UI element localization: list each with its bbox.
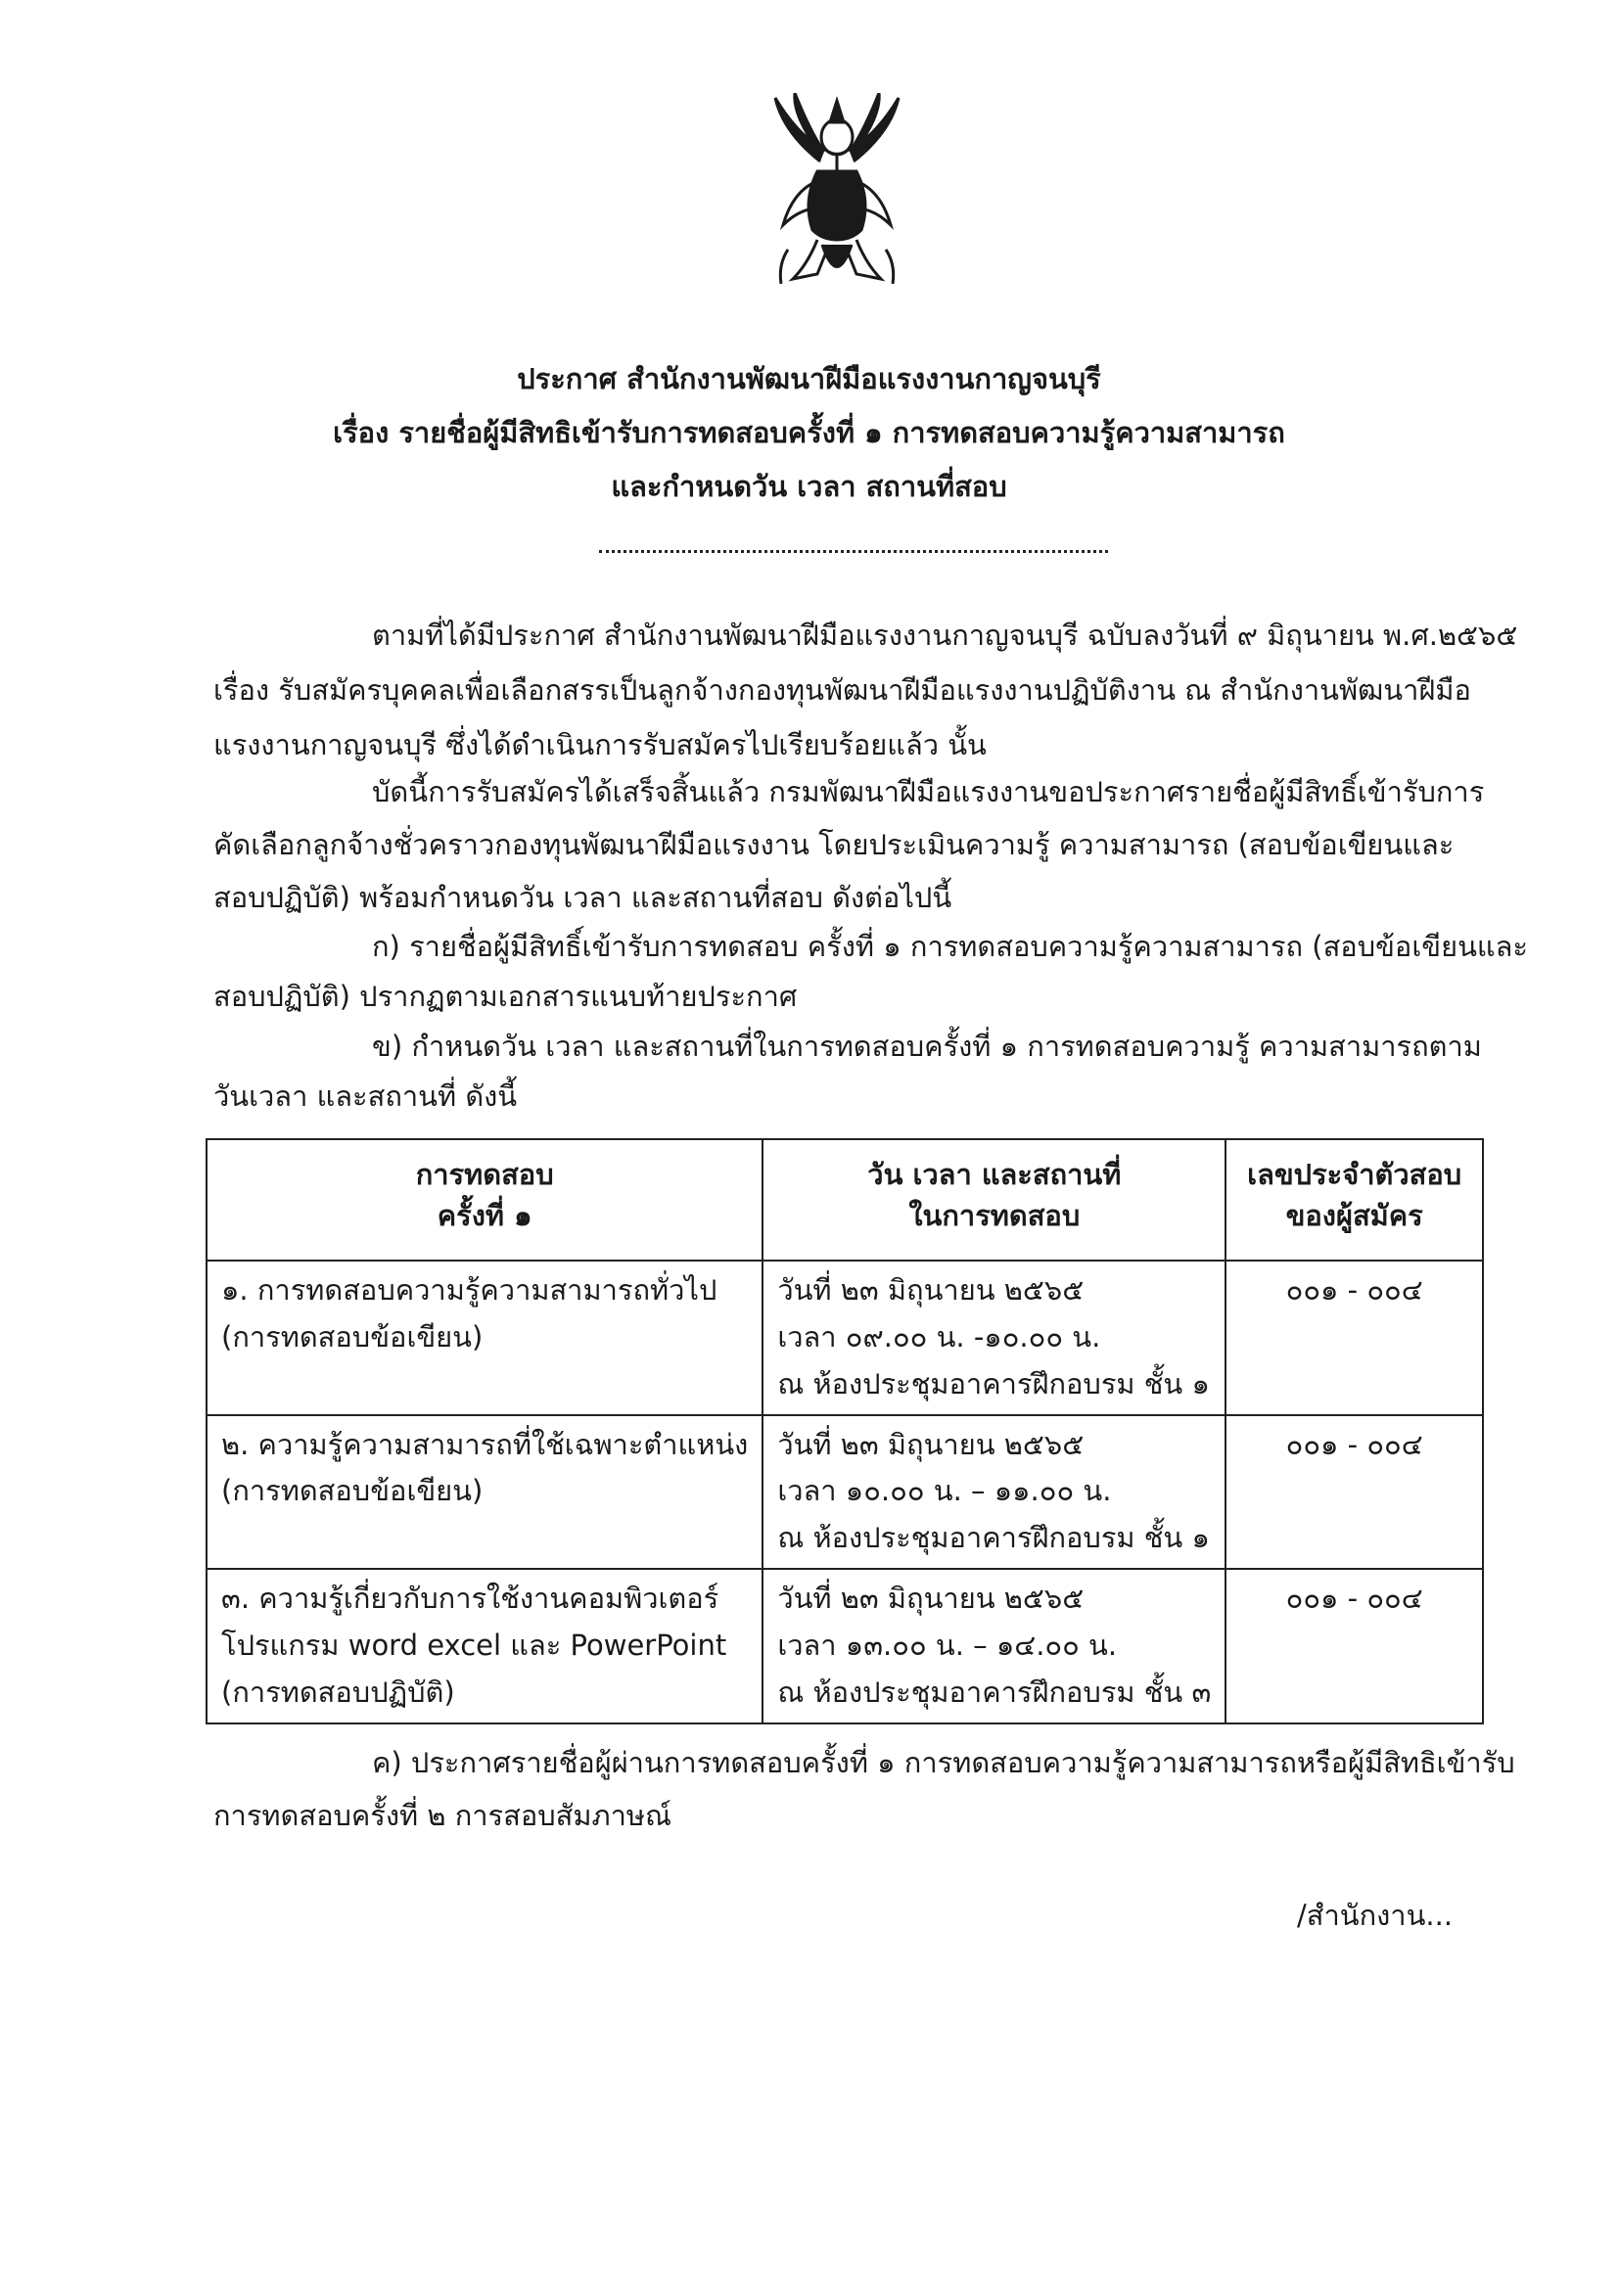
exam-type: (การทดสอบข้อเขียน) xyxy=(221,1474,484,1508)
exam-location: ณ ห้องประชุมอาคารฝึกอบรม ชั้น ๑ xyxy=(777,1366,1210,1401)
schedule-cell xyxy=(763,1261,1225,1415)
paragraph-kho-khwai-line-2: การทดสอบครั้งที่ ๒ การสอบสัมภาษณ์ xyxy=(213,1799,671,1832)
exam-time: เวลา ๑๓.๐๐ น. – ๑๔.๐๐ น. xyxy=(777,1628,1118,1662)
exam-cell xyxy=(207,1261,763,1415)
candidate-codes: ๐๐๑ - ๐๐๔ xyxy=(1225,1569,1483,1723)
exam-type: (การทดสอบปฏิบัติ) xyxy=(221,1675,455,1709)
table-row xyxy=(207,1415,1483,1570)
paragraph-kho-line-1: ข) กำหนดวัน เวลา และสถานที่ในการทดสอบครั้งที่ ๑ การทดสอบความรู้ ความสามารถตาม xyxy=(372,1030,1482,1063)
announcement-title: ประกาศ สำนักงานพัฒนาฝีมือแรงงานกาญจนบุรี xyxy=(517,362,1101,395)
header-codes-line-2: ของผู้สมัคร xyxy=(1285,1199,1423,1233)
paragraph-kho-line-2: วันเวลา และสถานที่ ดังนี้ xyxy=(213,1079,518,1113)
candidate-codes: ๐๐๑ - ๐๐๔ xyxy=(1225,1261,1483,1415)
announcement-subject: เรื่อง รายชื่อผู้มีสิทธิเข้ารับการทดสอบครั้งที่ ๑ การทดสอบความรู้ความสามารถ xyxy=(333,416,1285,449)
continued-marker: /สำนักงาน... xyxy=(1297,1899,1454,1932)
header-schedule xyxy=(763,1139,1225,1261)
header-exam-line-2: ครั้งที่ ๑ xyxy=(437,1199,532,1233)
header-codes-line-1: เลขประจำตัวสอบ xyxy=(1247,1158,1462,1191)
paragraph-2-line-3: สอบปฏิบัติ) พร้อมกำหนดวัน เวลา และสถานที่สอบ ดังต่อไปนี้ xyxy=(213,881,952,914)
paragraph-2-line-1: บัดนี้การรับสมัครได้เสร็จสิ้นแล้ว กรมพัฒนาฝีมือแรงงานขอประกาศรายชื่อผู้มีสิทธิ์เข้ารับการ xyxy=(372,775,1485,808)
header-codes xyxy=(1225,1139,1483,1261)
exam-date: วันที่ ๒๓ มิถุนายน ๒๕๖๕ xyxy=(777,1273,1085,1307)
header-exam-line-1: การทดสอบ xyxy=(415,1158,554,1191)
paragraph-ka-line-2: สอบปฏิบัติ) ปรากฏตามเอกสารแนบท้ายประกาศ xyxy=(213,980,798,1013)
announcement-subject-cont: และกำหนดวัน เวลา สถานที่สอบ xyxy=(611,470,1007,503)
paragraph-1-line-2: เรื่อง รับสมัครบุคคลเพื่อเลือกสรรเป็นลูกจ้างกองทุนพัฒนาฝีมือแรงงานปฏิบัติงาน ณ สำนักงานพัฒนาฝีมือ xyxy=(213,673,1471,707)
paragraph-ka-line-1: ก) รายชื่อผู้มีสิทธิ์เข้ารับการทดสอบ ครั้งที่ ๑ การทดสอบความรู้ความสามารถ (สอบข้อเขียนและ xyxy=(372,930,1528,963)
schedule-cell xyxy=(763,1415,1225,1570)
exam-type: (การทดสอบข้อเขียน) xyxy=(221,1319,484,1354)
garuda-emblem-icon xyxy=(763,93,910,298)
header-schedule-line-1: วัน เวลา และสถานที่ xyxy=(867,1158,1122,1191)
exam-cell xyxy=(207,1415,763,1570)
exam-title: ๑. การทดสอบความรู้ความสามารถทั่วไป xyxy=(221,1273,717,1307)
heading-divider xyxy=(599,550,1108,553)
header-schedule-line-2: ในการทดสอบ xyxy=(908,1199,1081,1233)
table-header-row xyxy=(207,1139,1483,1261)
paragraph-1-line-1: ตามที่ได้มีประกาศ สำนักงานพัฒนาฝีมือแรงงานกาญจนบุรี ฉบับลงวันที่ ๙ มิถุนายน พ.ศ.๒๕๖๕ xyxy=(372,619,1518,652)
exam-time: เวลา ๑๐.๐๐ น. – ๑๑.๐๐ น. xyxy=(777,1474,1112,1508)
paragraph-2-line-2: คัดเลือกลูกจ้างชั่วคราวกองทุนพัฒนาฝีมือแรงงาน โดยประเมินความรู้ ความสามารถ (สอบข้อเขียนและ xyxy=(213,828,1455,861)
exam-time: เวลา ๐๙.๐๐ น. -๑๐.๐๐ น. xyxy=(777,1319,1101,1354)
exam-program: โปรแกรม word excel และ PowerPoint xyxy=(221,1628,727,1662)
exam-location: ณ ห้องประชุมอาคารฝึกอบรม ชั้น ๑ xyxy=(777,1521,1210,1555)
paragraph-1-line-3: แรงงานกาญจนบุรี ซึ่งได้ดำเนินการรับสมัครไปเรียบร้อยแล้ว นั้น xyxy=(213,728,987,761)
header-exam xyxy=(207,1139,763,1261)
table-row xyxy=(207,1569,1483,1723)
paragraph-kho-khwai-line-1: ค) ประกาศรายชื่อผู้ผ่านการทดสอบครั้งที่ ๑ การทดสอบความรู้ความสามารถหรือผู้มีสิทธิเข้ารับ xyxy=(372,1746,1515,1779)
exam-title: ๓. ความรู้เกี่ยวกับการใช้งานคอมพิวเตอร์ xyxy=(221,1582,719,1616)
exam-date: วันที่ ๒๓ มิถุนายน ๒๕๖๕ xyxy=(777,1427,1085,1461)
table-row xyxy=(207,1261,1483,1415)
exam-location: ณ ห้องประชุมอาคารฝึกอบรม ชั้น ๓ xyxy=(777,1675,1212,1709)
candidate-codes: ๐๐๑ - ๐๐๔ xyxy=(1225,1415,1483,1570)
exam-cell xyxy=(207,1569,763,1723)
exam-schedule-table xyxy=(206,1138,1484,1724)
schedule-cell xyxy=(763,1569,1225,1723)
exam-date: วันที่ ๒๓ มิถุนายน ๒๕๖๕ xyxy=(777,1582,1085,1616)
exam-title: ๒. ความรู้ความสามารถที่ใช้เฉพาะตำแหน่ง xyxy=(221,1427,749,1461)
